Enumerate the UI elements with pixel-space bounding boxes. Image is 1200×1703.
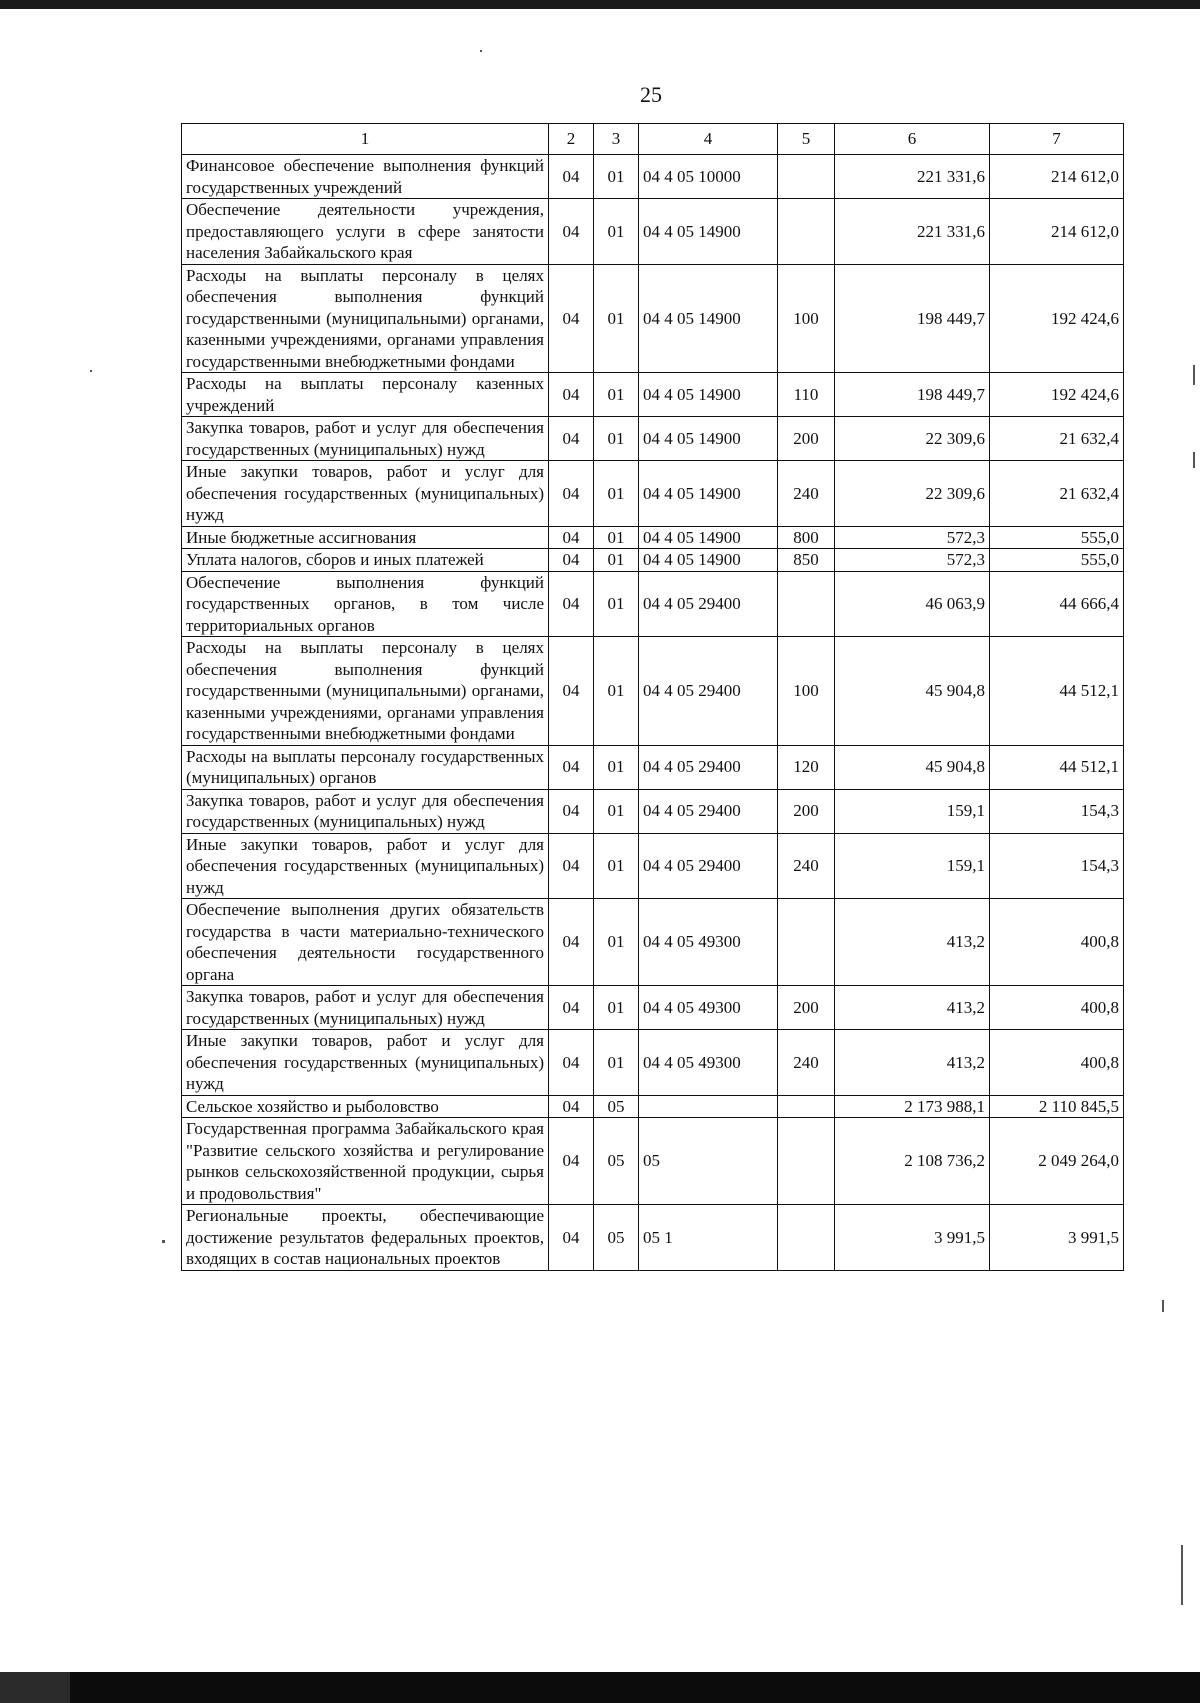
row-name-cell: Обеспечение выполнения функций государственных органов, в том числе территориальных органов — [182, 571, 549, 637]
subsection-code-cell: 01 — [594, 986, 639, 1030]
subsection-code-cell: 01 — [594, 526, 639, 549]
table-row — [182, 549, 1124, 572]
amount-year2-cell: 192 424,6 — [990, 264, 1124, 373]
table-row — [182, 264, 1124, 373]
scan-speck — [90, 370, 92, 372]
target-article-cell — [639, 1095, 778, 1118]
subsection-code-cell: 01 — [594, 264, 639, 373]
budget-table — [181, 123, 1124, 1271]
section-code-cell: 04 — [549, 899, 594, 986]
target-article-cell: 04 4 05 14900 — [639, 264, 778, 373]
table-row — [182, 789, 1124, 833]
table-row — [182, 637, 1124, 746]
section-code-cell: 04 — [549, 1030, 594, 1096]
amount-year2-cell: 154,3 — [990, 789, 1124, 833]
scan-border-top — [0, 0, 1200, 9]
expense-type-cell — [778, 1095, 835, 1118]
table-row — [182, 526, 1124, 549]
scan-speck — [1181, 1545, 1183, 1605]
row-name-cell: Расходы на выплаты персоналу государственных (муниципальных) органов — [182, 745, 549, 789]
amount-year1-cell: 2 108 736,2 — [835, 1118, 990, 1205]
scan-border-bottom-shade — [0, 1672, 70, 1703]
subsection-code-cell: 05 — [594, 1118, 639, 1205]
amount-year1-cell: 22 309,6 — [835, 417, 990, 461]
table-row — [182, 1095, 1124, 1118]
table-row — [182, 1205, 1124, 1271]
amount-year2-cell: 21 632,4 — [990, 417, 1124, 461]
amount-year2-cell: 21 632,4 — [990, 461, 1124, 527]
amount-year1-cell: 413,2 — [835, 899, 990, 986]
row-name-cell: Уплата налогов, сборов и иных платежей — [182, 549, 549, 572]
header-cell: 4 — [639, 124, 778, 155]
section-code-cell: 04 — [549, 1205, 594, 1271]
subsection-code-cell: 01 — [594, 1030, 639, 1096]
target-article-cell: 04 4 05 29400 — [639, 789, 778, 833]
table-row — [182, 833, 1124, 899]
header-cell: 6 — [835, 124, 990, 155]
amount-year1-cell: 46 063,9 — [835, 571, 990, 637]
amount-year1-cell: 198 449,7 — [835, 373, 990, 417]
row-name-cell: Расходы на выплаты персоналу казенных учреждений — [182, 373, 549, 417]
amount-year2-cell: 214 612,0 — [990, 155, 1124, 199]
amount-year1-cell: 413,2 — [835, 1030, 990, 1096]
header-cell: 7 — [990, 124, 1124, 155]
expense-type-cell: 240 — [778, 1030, 835, 1096]
subsection-code-cell: 05 — [594, 1205, 639, 1271]
row-name-cell: Закупка товаров, работ и услуг для обеспечения государственных (муниципальных) нужд — [182, 417, 549, 461]
target-article-cell: 05 1 — [639, 1205, 778, 1271]
page-number: 25 — [640, 82, 662, 107]
scan-speck — [162, 1240, 165, 1243]
row-name-cell: Иные закупки товаров, работ и услуг для обеспечения государственных (муниципальных) нужд — [182, 833, 549, 899]
table-row — [182, 155, 1124, 199]
target-article-cell: 04 4 05 29400 — [639, 571, 778, 637]
section-code-cell: 04 — [549, 986, 594, 1030]
expense-type-cell — [778, 155, 835, 199]
section-code-cell: 04 — [549, 373, 594, 417]
amount-year2-cell: 555,0 — [990, 526, 1124, 549]
table-row — [182, 199, 1124, 265]
subsection-code-cell: 01 — [594, 549, 639, 572]
table-row — [182, 461, 1124, 527]
section-code-cell: 04 — [549, 264, 594, 373]
table-row — [182, 1030, 1124, 1096]
amount-year2-cell: 555,0 — [990, 549, 1124, 572]
table-row — [182, 899, 1124, 986]
scan-speck — [480, 50, 482, 52]
amount-year2-cell: 44 512,1 — [990, 745, 1124, 789]
table-row — [182, 986, 1124, 1030]
row-name-cell: Иные закупки товаров, работ и услуг для обеспечения государственных (муниципальных) нужд — [182, 461, 549, 527]
expense-type-cell: 200 — [778, 986, 835, 1030]
row-name-cell: Расходы на выплаты персоналу в целях обеспечения выполнения функций государственными (муниципальными) органами, казенными учреждениями, органами управления государственными внебюджетными фондами — [182, 264, 549, 373]
section-code-cell: 04 — [549, 461, 594, 527]
target-article-cell: 04 4 05 14900 — [639, 199, 778, 265]
subsection-code-cell: 05 — [594, 1095, 639, 1118]
amount-year1-cell: 3 991,5 — [835, 1205, 990, 1271]
section-code-cell: 04 — [549, 199, 594, 265]
row-name-cell: Закупка товаров, работ и услуг для обеспечения государственных (муниципальных) нужд — [182, 789, 549, 833]
target-article-cell: 04 4 05 49300 — [639, 986, 778, 1030]
amount-year2-cell: 3 991,5 — [990, 1205, 1124, 1271]
expense-type-cell: 850 — [778, 549, 835, 572]
target-article-cell: 04 4 05 29400 — [639, 833, 778, 899]
section-code-cell: 04 — [549, 1118, 594, 1205]
amount-year1-cell: 198 449,7 — [835, 264, 990, 373]
expense-type-cell: 240 — [778, 461, 835, 527]
target-article-cell: 04 4 05 14900 — [639, 549, 778, 572]
scan-speck — [1193, 365, 1195, 385]
scan-speck — [1193, 452, 1195, 468]
table-row — [182, 745, 1124, 789]
header-cell: 3 — [594, 124, 639, 155]
subsection-code-cell: 01 — [594, 637, 639, 746]
expense-type-cell: 100 — [778, 264, 835, 373]
table-row — [182, 417, 1124, 461]
target-article-cell: 04 4 05 49300 — [639, 899, 778, 986]
subsection-code-cell: 01 — [594, 899, 639, 986]
header-row — [182, 124, 1124, 155]
header-cell: 1 — [182, 124, 549, 155]
amount-year1-cell: 159,1 — [835, 833, 990, 899]
amount-year2-cell: 400,8 — [990, 986, 1124, 1030]
section-code-cell: 04 — [549, 549, 594, 572]
amount-year1-cell: 22 309,6 — [835, 461, 990, 527]
amount-year1-cell: 45 904,8 — [835, 745, 990, 789]
amount-year2-cell: 400,8 — [990, 899, 1124, 986]
scan-speck — [1162, 1300, 1164, 1312]
expense-type-cell — [778, 571, 835, 637]
subsection-code-cell: 01 — [594, 199, 639, 265]
amount-year2-cell: 2 049 264,0 — [990, 1118, 1124, 1205]
row-name-cell: Обеспечение деятельности учреждения, предоставляющего услуги в сфере занятости населения Забайкальского края — [182, 199, 549, 265]
subsection-code-cell: 01 — [594, 461, 639, 527]
amount-year2-cell: 400,8 — [990, 1030, 1124, 1096]
expense-type-cell: 200 — [778, 417, 835, 461]
target-article-cell: 05 — [639, 1118, 778, 1205]
section-code-cell: 04 — [549, 526, 594, 549]
amount-year2-cell: 214 612,0 — [990, 199, 1124, 265]
section-code-cell: 04 — [549, 571, 594, 637]
expense-type-cell: 800 — [778, 526, 835, 549]
amount-year1-cell: 2 173 988,1 — [835, 1095, 990, 1118]
target-article-cell: 04 4 05 29400 — [639, 637, 778, 746]
subsection-code-cell: 01 — [594, 745, 639, 789]
header-cell: 2 — [549, 124, 594, 155]
row-name-cell: Иные закупки товаров, работ и услуг для обеспечения государственных (муниципальных) нужд — [182, 1030, 549, 1096]
table-row — [182, 373, 1124, 417]
section-code-cell: 04 — [549, 155, 594, 199]
amount-year1-cell: 45 904,8 — [835, 637, 990, 746]
expense-type-cell — [778, 1118, 835, 1205]
amount-year2-cell: 192 424,6 — [990, 373, 1124, 417]
header-cell: 5 — [778, 124, 835, 155]
row-name-cell: Региональные проекты, обеспечивающие достижение результатов федеральных проектов, входящих в состав национальных проектов — [182, 1205, 549, 1271]
scan-border-bottom — [0, 1672, 1200, 1703]
table-row — [182, 1118, 1124, 1205]
amount-year1-cell: 221 331,6 — [835, 199, 990, 265]
amount-year2-cell: 154,3 — [990, 833, 1124, 899]
amount-year1-cell: 159,1 — [835, 789, 990, 833]
expense-type-cell — [778, 199, 835, 265]
section-code-cell: 04 — [549, 833, 594, 899]
target-article-cell: 04 4 05 29400 — [639, 745, 778, 789]
row-name-cell: Закупка товаров, работ и услуг для обеспечения государственных (муниципальных) нужд — [182, 986, 549, 1030]
amount-year1-cell: 221 331,6 — [835, 155, 990, 199]
section-code-cell: 04 — [549, 1095, 594, 1118]
amount-year2-cell: 44 666,4 — [990, 571, 1124, 637]
row-name-cell: Финансовое обеспечение выполнения функций государственных учреждений — [182, 155, 549, 199]
expense-type-cell: 120 — [778, 745, 835, 789]
target-article-cell: 04 4 05 49300 — [639, 1030, 778, 1096]
section-code-cell: 04 — [549, 637, 594, 746]
target-article-cell: 04 4 05 14900 — [639, 373, 778, 417]
amount-year2-cell: 44 512,1 — [990, 637, 1124, 746]
subsection-code-cell: 01 — [594, 155, 639, 199]
subsection-code-cell: 01 — [594, 571, 639, 637]
expense-type-cell — [778, 899, 835, 986]
target-article-cell: 04 4 05 10000 — [639, 155, 778, 199]
section-code-cell: 04 — [549, 745, 594, 789]
expense-type-cell: 200 — [778, 789, 835, 833]
subsection-code-cell: 01 — [594, 417, 639, 461]
amount-year1-cell: 413,2 — [835, 986, 990, 1030]
row-name-cell: Государственная программа Забайкальского края "Развитие сельского хозяйства и регулирование рынков сельскохозяйственной продукции, сырья и продовольствия" — [182, 1118, 549, 1205]
amount-year2-cell: 2 110 845,5 — [990, 1095, 1124, 1118]
expense-type-cell: 240 — [778, 833, 835, 899]
expense-type-cell: 100 — [778, 637, 835, 746]
section-code-cell: 04 — [549, 417, 594, 461]
amount-year1-cell: 572,3 — [835, 526, 990, 549]
subsection-code-cell: 01 — [594, 789, 639, 833]
expense-type-cell: 110 — [778, 373, 835, 417]
expense-type-cell — [778, 1205, 835, 1271]
subsection-code-cell: 01 — [594, 373, 639, 417]
table-row — [182, 571, 1124, 637]
row-name-cell: Обеспечение выполнения других обязательств государства в части материально-технического обеспечения деятельности государственного органа — [182, 899, 549, 986]
section-code-cell: 04 — [549, 789, 594, 833]
subsection-code-cell: 01 — [594, 833, 639, 899]
row-name-cell: Расходы на выплаты персоналу в целях обеспечения выполнения функций государственными (муниципальными) органами, казенными учреждениями, органами управления государственными внебюджетными фондами — [182, 637, 549, 746]
target-article-cell: 04 4 05 14900 — [639, 526, 778, 549]
amount-year1-cell: 572,3 — [835, 549, 990, 572]
target-article-cell: 04 4 05 14900 — [639, 417, 778, 461]
target-article-cell: 04 4 05 14900 — [639, 461, 778, 527]
row-name-cell: Иные бюджетные ассигнования — [182, 526, 549, 549]
row-name-cell: Сельское хозяйство и рыболовство — [182, 1095, 549, 1118]
